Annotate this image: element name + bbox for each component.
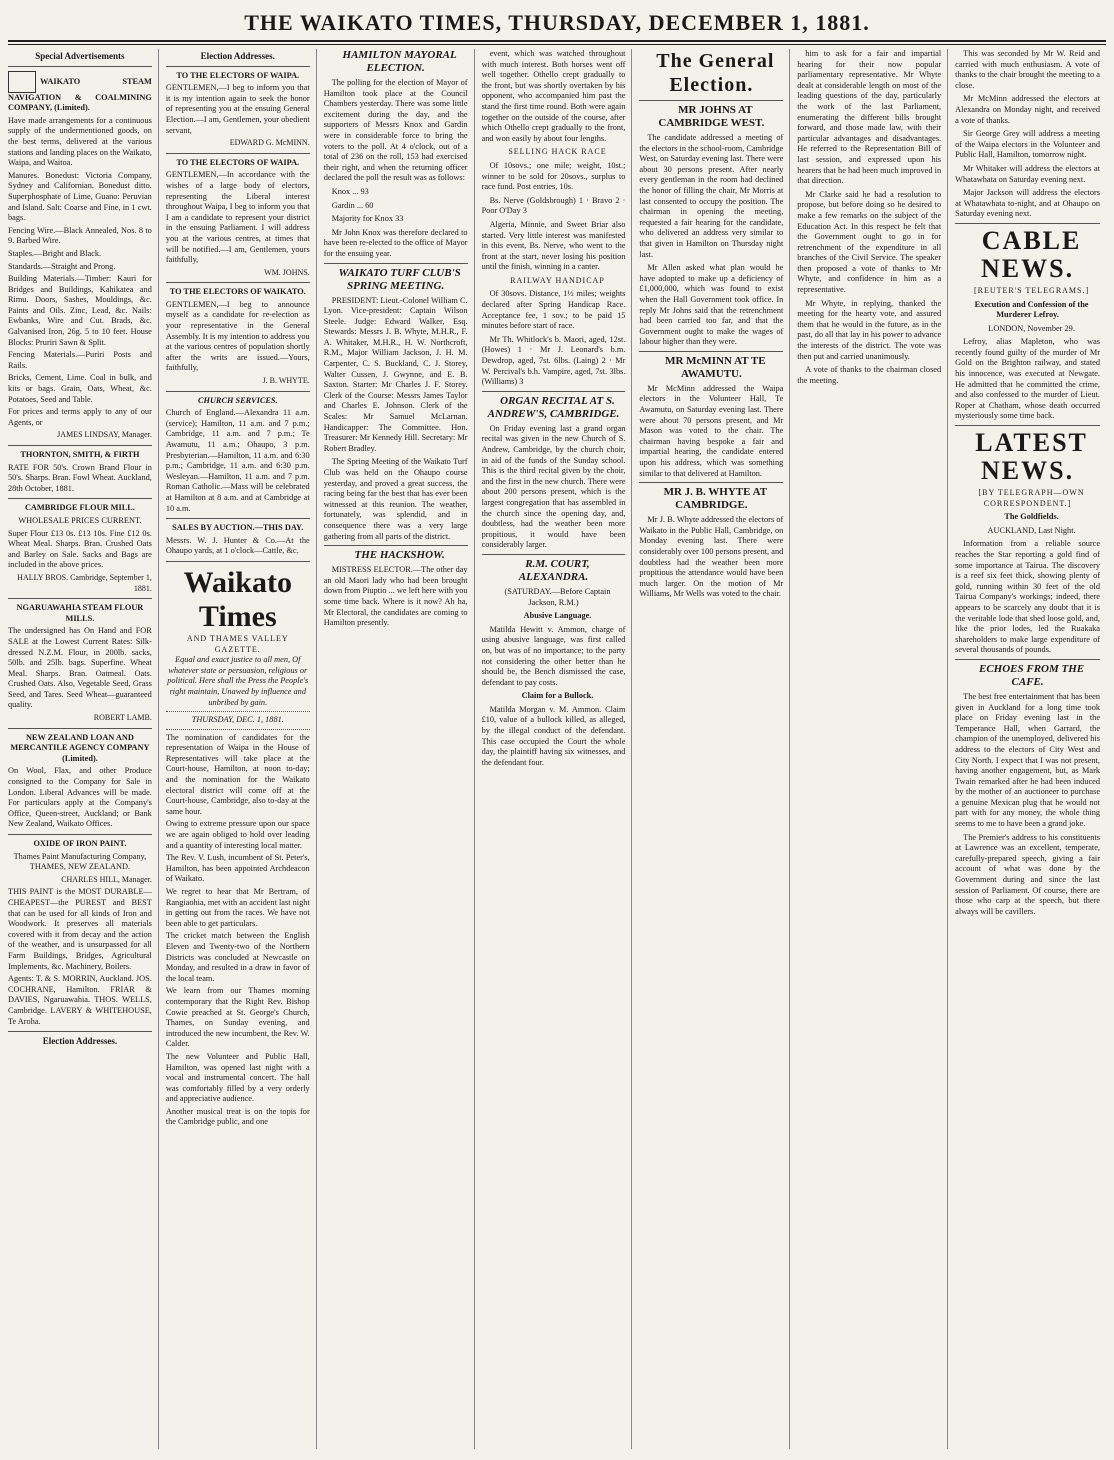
- waipa-notice-1-signature: EDWARD G. McMINN.: [229, 138, 310, 148]
- concert-body: On Friday evening last a grand organ recital was given in the new Church of S. Andrew, Cambridge, by the church choir, in aid of the funds of the Sunday school. This is the third recital given by the choir, and the first in the new church. There were about 200 persons present, which is the largest congregation that has assembled in the church since the opening day, and, doubtless, had the weather been more propitious, it would have been considerably larger.: [481, 423, 626, 550]
- steam-signature: JAMES LINDSAY, Manager.: [57, 430, 152, 440]
- masthead-rule: [8, 40, 1106, 45]
- rule: [8, 598, 152, 599]
- rule: [8, 1031, 152, 1032]
- paragraph: We regret to hear that Mr Bertram, of Rangiaohia, met with an accident last night in getting out from the races. We have not been able to get particulars.: [165, 887, 310, 928]
- dateline: THURSDAY, DEC. 1, 1881.: [191, 715, 284, 725]
- paper-subtitle: AND THAMES VALLEY GAZETTE.: [186, 633, 289, 654]
- cable-news-title: CABLE NEWS.: [981, 225, 1082, 283]
- johns-body-2: Mr Allen asked what plan would he have adopted to make up a deficiency of £1,000,000, which was found to exist when the Hall Government took office. In reply Mr Johns said that the retrenchment had been carried too far, and that the Government ought to make the wages of labour higher than they were.: [639, 263, 784, 347]
- turf-body: The Spring Meeting of the Waikato Turf Club was held on the Ohaupo course yesterday, and proved a great success, the racing being far the best that has ever been witnessed at this reunion. The weather, fortunately, was splendid, and in consequence there was a very large gathering from all parts of the district.: [323, 457, 468, 541]
- cambridge-mill-title: CAMBRIDGE FLOUR MILL.: [24, 503, 135, 513]
- mcminn-title: MR McMINN AT TE AWAMUTU.: [665, 354, 766, 380]
- church-title: CHURCH SERVICES.: [197, 395, 278, 405]
- abusive-body: Matilda Hewitt v. Ammon, charge of using abusive language, was first called on, but was of no importance; to the party not considering the other better than he should be, the Bench dismissed the case, defendant to pay costs.: [481, 624, 626, 687]
- court-title: R.M. COURT, ALEXANDRA.: [518, 557, 590, 583]
- echoes-body: The best free entertainment that has been given in Auckland for a long time took place on Friday evening last in the Temperance Hall, when Garrard, the champion of the unemployed, delivered his address to the electors of City West and City North. I expect that I was not present, having another engagement, but, as Mark Twain remarked after he had been induced by the mother of an auctioneer to purchase a genuine Mexican plug that he would not part with for any money, the whole thing seems to me to have been a grand joke.: [955, 691, 1100, 829]
- whyte-continued: him to ask for a fair and impartial hearing for their now popular parliamentary representative. Mr Whyte dealt at considerable length on most of the leading questions of the day, particularly the work of the last Parliament, enumerating the different bills brought forward, and those made law, with their particular advantages and disadvantages. He referred to the Representation Bill of last session, and expressed upon his hearers that he had been much improved in that direction.: [797, 49, 942, 186]
- nzloan-title: NEW ZEALAND LOAN AND MERCANTILE AGENCY COMPANY (Limited).: [10, 732, 150, 763]
- johns-title: MR JOHNS AT CAMBRIDGE WEST.: [658, 104, 765, 129]
- sales-body: Messrs. W. J. Hunter & Co.—At the Ohaupo yards, at 1 o'clock—Cattle, &c.: [165, 535, 310, 556]
- lead-paragraph: The nomination of candidates for the representation of Waipa in the House of Representatives will take place at the Court-house, Hamilton, at noon to-day; and the nomination for the Waikato electoral district will come off at the Court-house, Cambridge, also to-day at the same hour.: [165, 732, 310, 816]
- sales-title: SALES BY AUCTION.—THIS DAY.: [172, 523, 304, 533]
- rule: [482, 554, 626, 555]
- rule: [166, 66, 310, 67]
- whyte-body: Mr J. B. Whyte addressed the electors of Waikato in the Public Hall, Cambridge, on Monday evening last. There were considerably over 100 persons present, and doubtless had the weather been more propitious the attendance would have been much larger. On the motion of Mr Williams, Mr Wells was voted to the chair.: [639, 515, 784, 599]
- waikato-notice-body: GENTLEMEN,—I beg to announce myself as a candidate for re-election as your representative in the General Assembly. It is my intention to address you at the various centres of population shortly after the writs are issued.—Yours, faithfully,: [165, 299, 310, 373]
- general-election-title: The General Election.: [656, 50, 775, 96]
- rule: [8, 728, 152, 729]
- paragraph: Major Jackson will address the electors at Whatawhata to-night, and at Ohaupo on Saturday evening next.: [955, 188, 1100, 219]
- mcminn-body: Mr McMinn addressed the Waipa electors in the Volunteer Hall, Te Awamutu, on Saturday evening last. There were about 70 persons present, and Mr Mason was voted to the chair. The chairman having bespoke a fair and impartial hearing, the candidate entered upon his address, which was something similar to that delivered at Hamilton.: [639, 383, 784, 478]
- echoes-body-2: The Premier's address to his constituents at Lawrence was an excellent, temperate, carefully-prepared speech, giving a fair account of what was done by the Government during and since the last session of Parliament. Of course, there are those who carp at the speech, but there always will be cavillers.: [955, 832, 1100, 916]
- fencing-materials: Fencing Materials.—Puriri Posts and Rails.: [8, 350, 152, 370]
- rule: [8, 834, 152, 835]
- concert-title: ORGAN RECITAL AT S. ANDREW'S, CAMBRIDGE.: [487, 394, 620, 420]
- oxide-signature: CHARLES HILL, Manager.: [61, 874, 152, 884]
- echoes-title: ECHOES FROM THE CAFE.: [979, 662, 1085, 688]
- church-body: Church of England.—Alexandra 11 a.m. (service); Hamilton, 11 a.m. and 7 p.m.; Cambridge, 11 a.m. and 7 p.m.; Te Awamutu, 11 a.m.; Ohaupo, 3 p.m. Presbyterian.—Hamilton, 11 a.m. and 6:30 p.m.; Cambridge, 11 a.m. and 6:30 p.m. Wesleyan.—Hamilton, 11 a.m. and 7 p.m. Roman Catholic.—Mass will be celebrated at Hamilton at 8 a.m. and at Cambridge at 10 a.m.: [165, 408, 310, 513]
- rule: [8, 445, 152, 446]
- rule: [482, 391, 626, 392]
- waipa-notice-1-title: TO THE ELECTORS OF WAIPA.: [176, 70, 300, 80]
- steam-body: Have made arrangements for a continuous supply of the undermentioned goods, on the best terms, delivered at the various stations and landing places on the Waikato, Waipa, and Waitoa.: [8, 115, 152, 168]
- hack-body: MISTRESS ELECTOR.—The other day an old Maori lady who had been brought down from Piuptio ... we left here with you some time back. Where is it now? Ah ha, Mr Electoral, the candidates are coming to Hamilton presently.: [323, 565, 468, 628]
- rule: [955, 425, 1100, 426]
- rule: [955, 659, 1100, 660]
- paragraph: We learn from our Thames morning contemporary that the Right Rev. Bishop Cowie preached at St. George's Church, Thames, on Sunday evening, and introduced the new incumbent, the Rev. W. Calder.: [165, 986, 310, 1049]
- column-2: [166, 49, 317, 1449]
- rule: [324, 545, 468, 546]
- rule: [166, 561, 310, 562]
- rule: [639, 482, 783, 483]
- cambridge-mill-signature: HALLY BROS. Cambridge, September 1, 1881.: [17, 572, 152, 593]
- section-special-ads: Special Advertisements: [35, 51, 125, 61]
- rule: [8, 498, 152, 499]
- waikato-notice-signature: J. B. WHYTE.: [262, 376, 310, 386]
- race-body: event, which was watched throughout with much interest. Both horses went off well together. Othello crept gradually to the front, but was shortly overtaken by his opponent, who accompanied him past the stand the first time round. Both were again together on the outside of the course, after which Othello crept gradually to the front, and won easily by about four lengths.: [481, 49, 626, 143]
- rule: [166, 518, 310, 519]
- cable-headline: Execution and Confession of the Murderer Lefroy.: [974, 299, 1089, 320]
- cambridge-mill-sub: WHOLESALE PRICES CURRENT.: [18, 515, 142, 525]
- fencing: Fencing Wire.—Black Annealed, Nos. 8 to 9. Barbed Wire.: [8, 225, 152, 246]
- rule: [8, 66, 152, 67]
- cable-news-sub: [REUTER'S TELEGRAMS.]: [973, 285, 1090, 295]
- turf-officers: PRESIDENT: Lieut.-Colonel William C. Lyon. Vice-president: Captain Wilson Steele. Judge: Edward Walker, Esq. Stewards: Messrs J. B. Whyte, M.H.R., F. A. Whitaker, M.H.R., H. W. Northcroft, R.M., Major William Jackson, J. H. M. Carpenter, C. S. Buckland, C. J. Storey, Walter Cussen, J. Gwynne, and E. B. Saxton. Starter: Mr Charles J. F. Storey. Clerk of the Course: Messrs James Taylor and Charles E. Johnson. Clerk of the Scales: Mr Samuel McLarnan. Handicapper: The Committee. Hon. Treasurer: Mr Kennedy Hill. Secretary: Mr Robert Bradley.: [323, 295, 468, 453]
- paragraph: Owing to extreme pressure upon our space we are again obliged to hold over leading and a quantity of interesting local matter.: [165, 819, 310, 850]
- cambridge-mill-body: Super Flour £13 0s. £13 10s. Fine £12 0s. Wheat Meal. Sharps. Bran. Crushed Oats and Barley on Sale. Sacks and Bags are included in the above prices.: [8, 528, 152, 570]
- ngaruawahia-title: NGARUAWAHIA STEAM FLOUR MILLS.: [16, 603, 144, 623]
- column-5: [639, 49, 790, 1449]
- selling-results: Bs. Nerve (Goldsbrough) 1 · Bravo 2 · Poor O'Day 3: [481, 195, 626, 216]
- paragraph: The Rev. V. Lush, incumbent of St. Peter's, Hamilton, has been appointed Archdeacon of Waikato.: [165, 853, 310, 884]
- claim-body: Matilda Morgan v. M. Ammon. Claim £10, value of a bullock killed, as alleged, by the illegal conduct of the defendant. This case occupied the Court the whole day, the plaintiff having six witnesses, and the defendant four.: [481, 704, 626, 767]
- court-sub: (SATURDAY.—Before Captain Jackson, R.M.): [504, 586, 611, 607]
- waipa-notice-2-body: GENTLEMEN,—In accordance with the wishes of a large body of electors, representing the Liberal interest throughout Waipa, I beg to inform you that I am a candidate to represent your district in the ensuing Parliament. I will address you at the various centres, at times that will be notified.—I am, Gentlemen, yours faithfully,: [165, 170, 310, 265]
- waipa-notice-2-signature: WM. JOHNS.: [264, 267, 310, 277]
- nzloan-body: On Wool, Flax, and other Produce consigned to the Company for Sale in London. Liberal Advances will be made. For particulars apply at the Company's Office, Queen-street, Auckland; or Bank New Zealand, Waikato Offices.: [8, 766, 152, 829]
- cable-body: Lefroy, alias Mapleton, who was recently found guilty of the murder of Mr Gold on the Brighton railway, and stated his innocence, was executed at Newgate. He admitted that he committed the crime, and also confessed to the murder of Lieut. Roper at Chatham, whose death occurred mysteriously some time back.: [955, 337, 1100, 421]
- whyte-continued-2: Mr Clarke said he had a resolution to propose, but before doing so he desired to make a few remarks on the subject of the Education Act. In this respect he felt that the Government ought to go in for retrenchment of the expenditure in all branches of the Civil Service. The speaker then proposed a vote of thanks to Mr Whyte, and confidence in him as a representative.: [797, 189, 942, 295]
- rule: [955, 223, 1100, 224]
- abusive-title: Abusive Language.: [523, 611, 592, 621]
- claim-title: Claim for a Bullock.: [521, 691, 594, 701]
- column-7: [955, 49, 1106, 1449]
- mayoral-title: HAMILTON MAYORAL ELECTION.: [342, 49, 457, 74]
- column-6: [797, 49, 948, 1449]
- latest-news-title: LATEST NEWS.: [975, 428, 1088, 486]
- rule: [166, 282, 310, 283]
- ngaruawahia-signature: ROBERT LAMB.: [93, 713, 152, 723]
- company-logo: [8, 71, 36, 93]
- paragraph: This was seconded by Mr W. Reid and carried with much enthusiasm. A vote of thanks to the chair brought the meeting to a close.: [955, 49, 1100, 90]
- building: Building Materials.—Timber: Kauri for Bridges and Buildings, Kahikatea and Rimu. Doors, Sashes, Mouldings, &c. Paints and Oils. Zinc, Lead, &c. Nails: Ewbanks, Wire and Cut. Brads, &c. Galvanised Iron, 26g. 5 to 10 feet. House Blocks: Pruriri Sawn & Split.: [8, 274, 152, 347]
- oxide-sub: Thames Paint Manufacturing Company, THAMES, NEW ZEALAND.: [13, 851, 147, 872]
- latest-body: Information from a reliable source reaches the Star reporting a gold find of some importance at Tairua. The discovery is a reef six feet thick, showing plenty of gold, running within 30 feet of the old Tairua Company's workings; indeed, there appears to be scarcely any doubt that it is the veritable lode that shed loose gold, and, like the prior lodes, led the Ruakaka shareholders to make large expenditure of several thousands of pounds.: [955, 539, 1100, 655]
- standards: Standards.—Straight and Prong.: [8, 261, 116, 271]
- rule: [166, 711, 310, 712]
- column-4: [482, 49, 633, 1449]
- rule: [166, 153, 310, 154]
- paragraph: Sir George Grey will address a meeting of the Waipa electors in the Volunteer and Public Hall, Hamilton, tomorrow night.: [955, 129, 1100, 160]
- rule: [166, 729, 310, 730]
- section-election-addresses-top: Election Addresses.: [200, 51, 275, 61]
- rule: [324, 263, 468, 264]
- waipa-notice-2-title: TO THE ELECTORS OF WAIPA.: [176, 157, 300, 167]
- waikato-notice-title: TO THE ELECTORS OF WAIKATO.: [169, 287, 306, 297]
- selling-close: Algeria, Minnie, and Sweet Briar also started. Very little interest was manifested in this event, Bs. Nerve, who went to the front at the start, never losing his position until the finish, winning in a canter.: [481, 219, 626, 272]
- railway-title: RAILWAY HANDICAP: [510, 275, 605, 285]
- latest-news-sub: [BY TELEGRAPH—OWN CORRESPONDENT.]: [978, 488, 1085, 508]
- paragraph: Mr Whitaker will address the electors at Whatawhata on Saturday evening next.: [955, 163, 1100, 184]
- rule: [639, 351, 783, 352]
- result-knox: Knox ... 93: [331, 186, 369, 196]
- masthead: THE WAIKATO TIMES, THURSDAY, DECEMBER 1, 1881.: [244, 10, 870, 35]
- whyte-continued-3: Mr Whyte, in replying, thanked the meeting for the hearty vote, and assured them that he would in the future, as in the past, do all that lay in his power to advance the interests of the district. The vote was then put and carried unanimously.: [797, 298, 942, 361]
- column-3: [324, 49, 475, 1449]
- waipa-notice-1-body: GENTLEMEN,—I beg to inform you that it is my intention again to seek the honor of representing you at the ensuing General Election.—I am, Gentlemen, your obedient servant,: [165, 83, 310, 135]
- bricks: Bricks, Cement, Lime. Coal in bulk, and kits or bags. Grain, Oats, Wheat, &c. Potatoes, Seed and Table.: [8, 373, 152, 404]
- paper-nameplate: Waikato Times: [183, 565, 292, 633]
- result-majority: Majority for Knox 33: [331, 214, 404, 224]
- result-gardin: Gardin ... 60: [331, 200, 374, 210]
- paragraph: Another musical treat is on the topis for the Cambridge public, and one: [165, 1106, 310, 1127]
- whyte-continued-4: A vote of thanks to the chairman closed the meeting.: [797, 365, 942, 385]
- selling-body: Of 10sovs.; one mile; weight, 10st.; winner to be sold for 20sovs., surplus to race fund. Post entries, 10s.: [481, 160, 626, 192]
- johns-body: The candidate addressed a meeting of the electors in the school-room, Cambridge West, on Saturday evening last. There were about 30 persons present. After nearly every gentleman in the room had declined the honor of filling the chair, Mr Morris at last consented to occupy the position. The chairman in opening the meeting, requested a fair hearing for the candidate, who delivered an address very similar to that given in Hamilton on Thursday night last.: [639, 133, 784, 259]
- steam-title: WAIKATO STEAM NAVIGATION & COALMINING COMPANY, (Limited).: [8, 76, 152, 113]
- paragraph: The cricket match between the English Eleven and Twenty-two of the Northern Districts was concluded at Newcastle on Monday, and resulted in a draw in favor of the local team.: [165, 931, 310, 983]
- oxide-body: THIS PAINT is the MOST DURABLE—CHEAPEST—the PUREST and BEST that can be used for all kinds of Iron and Woodwork. It preserves all materials covered with it from decay and the action of the weather, and is unsurpassed for all Farm Buildings, Bridges, Agricultural Implements, &c. Machinery, Boilers.: [8, 887, 152, 971]
- rule: [639, 100, 783, 101]
- latest-dateline: AUCKLAND, Last Night.: [987, 525, 1076, 535]
- mayoral-close: Mr John Knox was therefore declared to have been re-elected to the office of Mayor for the ensuing year.: [323, 227, 468, 258]
- hack-title: THE HACKSHOW.: [354, 549, 445, 562]
- turf-title: WAIKATO TURF CLUB'S SPRING MEETING.: [338, 266, 461, 292]
- section-election-addresses: Election Addresses.: [42, 1036, 118, 1047]
- paragraph: Mr McMinn addressed the electors at Alexandra on Monday night, and received a vote of thanks.: [955, 94, 1100, 125]
- oxide-agents: Agents: T. & S. MORRIN, Auckland. JOS. COCHRANE, Hamilton. FRIAR & DAVIES, Ngaruawahia. THOS. WELLS, Cambridge. LAVERY & WHITEHOUSE, Te Aroha.: [8, 974, 152, 1026]
- selling-title: SELLING HACK RACE: [508, 147, 607, 157]
- whyte-title: MR J. B. WHYTE AT CAMBRIDGE.: [663, 486, 768, 512]
- railway-results: Mr Th. Whitlock's b. Maori, aged, 12st. (Howes) 1 · Mr J. Leonard's b.m. Dewdrop, aged, 7st. 6lbs. (Laing) 2 · Mr W. Percival's b.h. Vampire, aged, 7st. 3lbs. (Williams) 3: [481, 334, 626, 387]
- rule: [166, 391, 310, 392]
- railway-body: Of 30sovs. Distance, 1½ miles; weights declared after Spring Handicap Race. Acceptance fee, 1 sov.; to be paid 15 minutes before start of race.: [481, 289, 626, 331]
- manures: Manures. Bonedust: Victoria Company, Sydney and Californian. Bonedust ditto. Superphosphate of Lime, Guano: Peruvian and Island. Salt: Coarse and Fine, in 1 cwt. bags.: [8, 170, 152, 223]
- mayoral-body: The polling for the election of Mayor of Hamilton took place at the Council Chambers yesterday. There was some little excitement during the day, and the supporters of Messrs Knox and Gardin were in considerable force to bring the voters to the poll. At 4 o'clock, out of a total of 236 on the roll, 153 had exercised their right, and when the returning officer declared the poll the result was as follows:: [323, 78, 468, 183]
- column-1: [8, 49, 159, 1449]
- thornton-title: THORNTON, SMITH, & FIRTH: [20, 450, 140, 459]
- paper-motto: Equal and exact justice to all men, Of whatever state or persuasion, religious or political. Here shall the Press the People's right maintain, Unawed by influence and unbribed by gain.: [167, 655, 309, 707]
- steam-footer: For prices and terms apply to any of our Agents, or: [8, 407, 152, 427]
- staples: Staples.—Bright and Black.: [8, 248, 102, 258]
- thornton-body: RATE FOR 50's. Crown Brand Flour in 50's. Sharps. Bran. Fowl Wheat. Auckland, 28th October, 1881.: [8, 462, 152, 493]
- ngaruawahia-body: The undersigned has On Hand and FOR SALE at the Lowest Current Rates: Silk-dressed N.Z.M. Flour, in 200lb. sacks, 50lb. and 25lb. bags. Superfine. Wheat Meal. Sharps. Bran. Oatmeal. Oats. Crushed Oats. Also, Vegetable Seed, Grass Seed, and Tares. Seed Wheat—guaranteed quality.: [8, 626, 152, 710]
- columns: [8, 49, 1106, 1449]
- oxide-title: OXIDE OF IRON PAINT.: [33, 839, 127, 848]
- cable-dateline: LONDON, November 29.: [988, 323, 1075, 333]
- latest-headline: The Goldfields.: [1004, 512, 1059, 522]
- paragraph: The new Volunteer and Public Hall, Hamilton, was opened last night with a vocal and instrumental concert. The hall was comfortably filled by a very orderly and appreciative audience.: [165, 1051, 310, 1104]
